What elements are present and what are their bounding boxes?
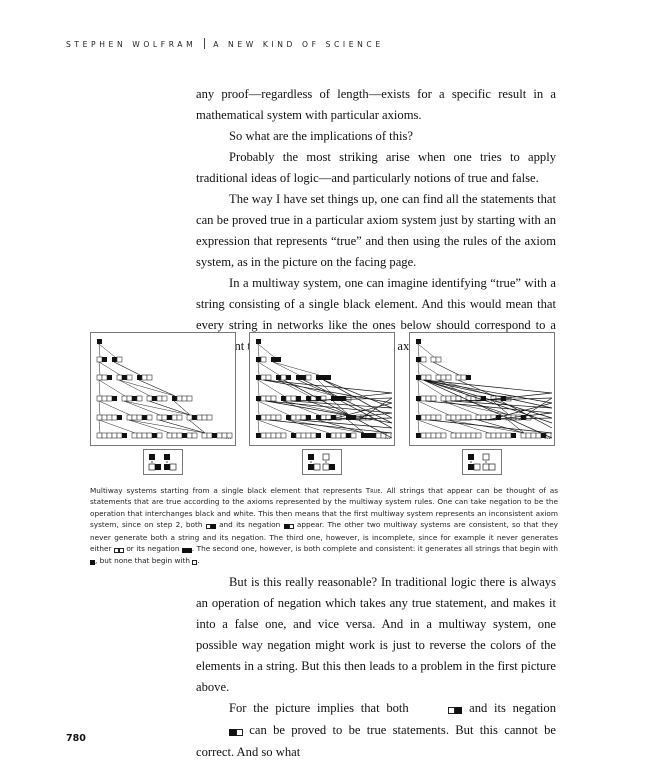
caption-text: . All strings that appear can be thought of as statements that are true according to the axioms represented by the multiway system rules. One can take negation to be the operation that interchanges black and white. This then means that the first multiway system represents an inconsistent axiom system, since on step 2, both (90, 486, 558, 530)
string-node (436, 375, 451, 380)
paragraph: But is this really reasonable? In traditional logic there is always an operation of negation which takes any true statement, and makes it into a false one, and vice versa. And in a multiway system, one possible way negation might work is just to reverse the colors of the elements in a string. But this then leads to a problem in the first picture above. (196, 575, 556, 694)
header-divider (204, 38, 205, 49)
edge-line (429, 420, 553, 433)
edge-line (418, 380, 419, 396)
edge-line (99, 401, 100, 415)
rule-box-3 (462, 449, 502, 475)
caption-text: Multiway systems starting from a single black element that represents (90, 486, 366, 495)
edge-line (418, 362, 419, 375)
string-node (97, 396, 117, 401)
ellipsis-label: ... (225, 433, 232, 441)
edge-line (448, 420, 524, 433)
edge-line (189, 420, 205, 433)
string-node (416, 415, 441, 420)
string-node (256, 415, 281, 420)
string-node (326, 433, 356, 438)
edge-line (99, 420, 135, 433)
string-node (187, 415, 212, 420)
edge-line (278, 380, 309, 396)
string-node (256, 433, 286, 438)
string-node (416, 339, 421, 344)
string-node (441, 396, 461, 401)
ellipsis-label: ... (384, 433, 391, 441)
edge-line (119, 380, 150, 396)
edge-line (418, 401, 419, 415)
rule-icon-2 (303, 450, 341, 474)
string-node (416, 357, 426, 362)
string-black-black-icon (182, 544, 192, 555)
edge-line (99, 362, 100, 375)
body-text-top (196, 84, 556, 357)
edge-line (99, 380, 125, 396)
multiway-graph-2 (250, 333, 394, 445)
string-node (431, 357, 441, 362)
string-black-white-icon (196, 721, 243, 742)
caption-text: , but none that begin with (95, 556, 193, 566)
edge-line (433, 362, 459, 375)
string-node (127, 415, 152, 420)
paragraph: any proof—regardless of length—exists for a specific result in a mathematical system with particular axioms. (196, 87, 556, 122)
edge-line (174, 401, 190, 415)
string-node (451, 433, 481, 438)
rule-icon-3 (463, 450, 501, 474)
edge-line (258, 380, 259, 396)
figure-caption (90, 485, 558, 568)
string-node (172, 396, 192, 401)
edge-line (99, 380, 100, 396)
edge-line (258, 420, 259, 433)
edge-line (258, 362, 259, 375)
string-node (97, 339, 102, 344)
caption-text: and its negation (215, 520, 284, 530)
paragraph-text: For the picture implies that both (229, 701, 416, 715)
paragraph: In a multiway system, one can imagine identifying “true” with a string consisting of a single black element. And this would mean that every string in networks like the ones below should correspond to a (196, 276, 556, 332)
edge-line (129, 420, 205, 433)
string-node (157, 415, 182, 420)
edge-line (418, 362, 439, 375)
caption-true-word: True (365, 486, 381, 495)
edge-line (288, 420, 364, 433)
string-node (286, 415, 311, 420)
edge-line (418, 344, 434, 357)
edge-line (99, 401, 130, 415)
string-white-black-icon (415, 699, 462, 720)
edge-line (258, 401, 289, 415)
page-number: 780 (66, 733, 86, 744)
string-node (296, 375, 311, 380)
edge-line (124, 401, 190, 415)
string-node (122, 396, 142, 401)
header-author: STEPHEN WOLFRAM (66, 40, 197, 49)
edge-line (99, 362, 120, 375)
string-node (316, 375, 331, 380)
string-node (256, 357, 266, 362)
string-white-black-icon (206, 520, 216, 531)
string-node (256, 396, 276, 401)
edge-line (448, 420, 489, 433)
edge-line (99, 344, 100, 357)
edge-line (258, 401, 259, 415)
string-node (97, 357, 107, 362)
string-node (276, 375, 291, 380)
caption-text: . The second one, however, is both complete and consistent: it generates all strings that begin with (191, 544, 558, 554)
multiway-graph-1 (91, 333, 235, 445)
paragraph: So what are the implications of this? (229, 129, 413, 143)
rule-icon-1 (144, 450, 182, 474)
string-node (256, 375, 271, 380)
running-header (66, 38, 384, 49)
paragraph-text: and its negation (462, 701, 556, 715)
edge-line (139, 380, 175, 396)
edge-line (258, 344, 259, 357)
edge-line (258, 362, 279, 375)
string-black-white-icon (284, 520, 294, 531)
string-node (97, 433, 127, 438)
multiway-graph-3 (410, 333, 554, 445)
edge-line (119, 380, 175, 396)
edge-line (129, 420, 170, 433)
ellipsis-label: ... (544, 433, 551, 441)
edge-line (418, 344, 419, 357)
multiway-panel-3 (409, 332, 555, 446)
edge-line (258, 344, 274, 357)
edge-line (418, 420, 419, 433)
multiway-panel-2 (249, 332, 395, 446)
edge-line (99, 420, 100, 433)
caption-text: . (197, 556, 200, 566)
string-node (147, 396, 167, 401)
string-node (446, 415, 471, 420)
string-node (416, 433, 446, 438)
header-book-title: A NEW KIND OF SCIENCE (213, 40, 384, 49)
string-node (132, 433, 162, 438)
string-node (456, 375, 471, 380)
edge-line (418, 401, 449, 415)
caption-text: appear. The other two multiway systems are consistent, so that they never generate both a string and its negation. The third one, however, is incomplete, since for example it never generates either (90, 520, 559, 554)
string-node (97, 375, 112, 380)
paragraph (196, 698, 556, 763)
rule-box-1 (143, 449, 183, 475)
rule-box-2 (302, 449, 342, 475)
string-node (112, 357, 122, 362)
caption-text: or its negation (123, 544, 182, 554)
string-node (97, 415, 122, 420)
edge-line (424, 380, 553, 438)
string-node (486, 433, 516, 438)
string-node (291, 433, 321, 438)
multiway-panel-1 (90, 332, 236, 446)
string-node (256, 339, 261, 344)
string-node (271, 357, 281, 362)
edge-line (114, 362, 140, 375)
string-node (416, 375, 431, 380)
string-node (167, 433, 197, 438)
string-node (281, 396, 301, 401)
string-white-white-icon (114, 544, 124, 555)
body-text-bottom (196, 572, 556, 763)
string-node (117, 375, 132, 380)
string-node (137, 375, 152, 380)
edge-line (273, 362, 319, 375)
paragraph-text: can be proved to be true statements. But this cannot be correct. And so what (196, 723, 556, 759)
string-node (416, 396, 436, 401)
edge-line (258, 380, 284, 396)
edge-line (99, 344, 115, 357)
paragraph: Probably the most striking arise when one tries to apply traditional ideas of logic—and particularly notions of true and false. (196, 150, 556, 185)
paragraph: The way I have set things up, one can find all the statements that can be proved true in a particular axiom system just by starting with an expression that represents “true” and then using the rules of the axiom system, as in the picture on the facing page. (196, 192, 556, 269)
